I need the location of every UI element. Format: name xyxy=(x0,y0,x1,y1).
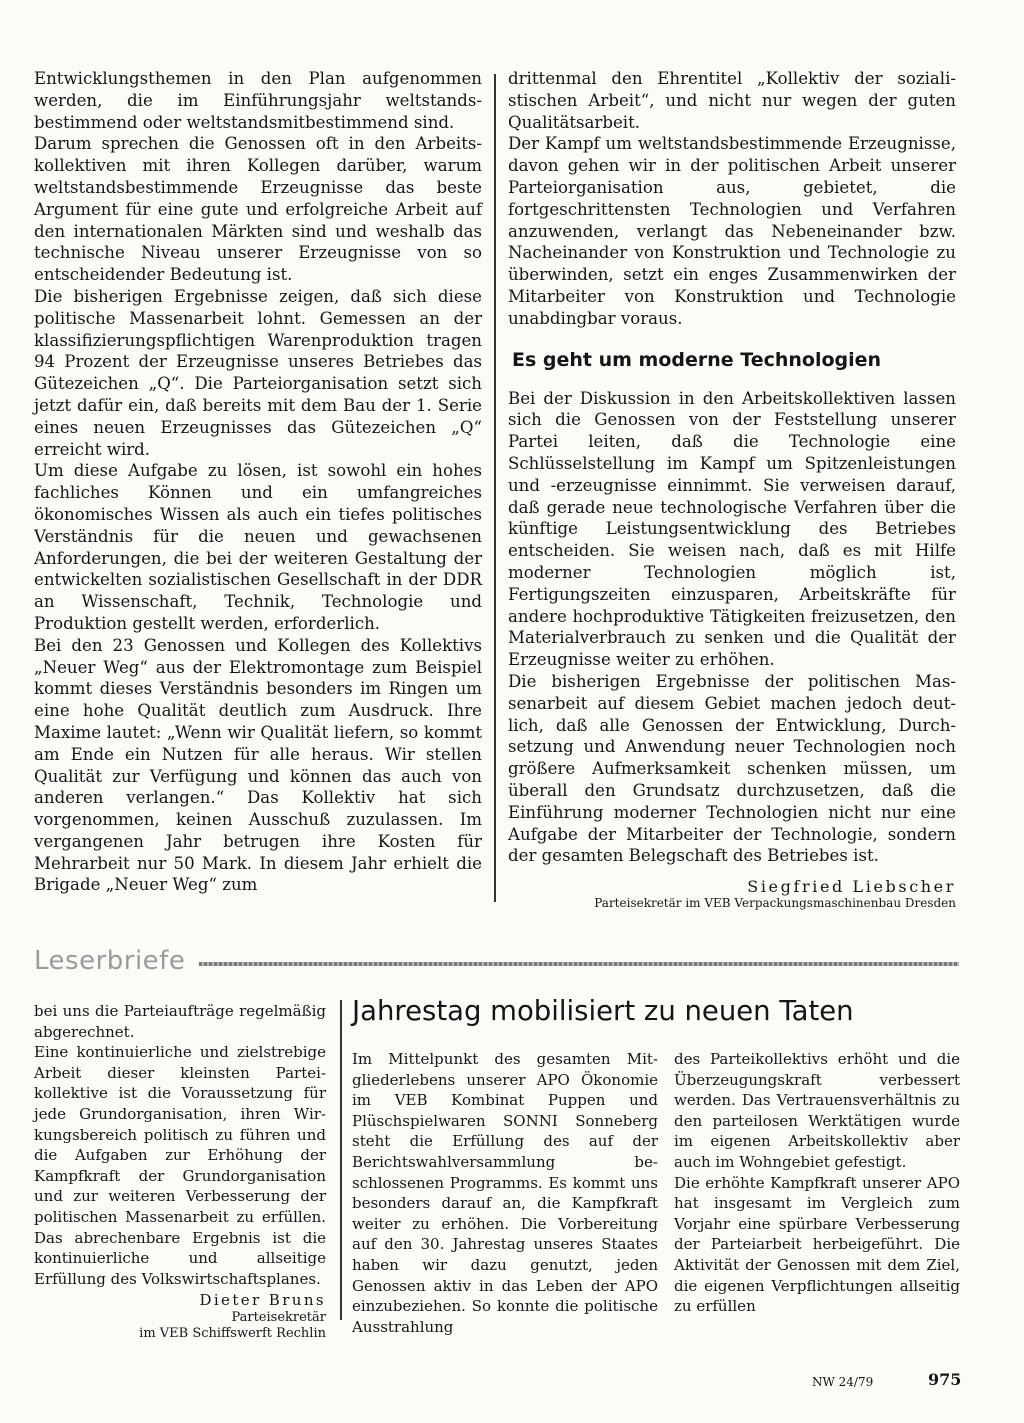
paragraph: Im Mittelpunkt des gesamten Mitgliederlebens unserer APO Ökonomie im VEB Kombinat Puppen und Plüschspielwaren SONNI Sonneberg steht die Erfüllung des auf der Berichtswahlversammlung beschlossenen Programms. Es kommt uns besonders darauf an, die Kampfkraft weiter zu erhöhen. Die Vorbereitung auf den 30. Jahrestag unseres Staates haben wir dazu genutzt, jeden Genossen aktiv in das Leben der APO einzubeziehen. So konnte die politische Ausstrahlung xyxy=(352,1050,658,1336)
author-name: Dieter Bruns xyxy=(199,1291,326,1310)
paragraph: bei uns die Parteiaufträge regelmäßig abgerechnet. xyxy=(34,1002,326,1041)
author-name: Siegfried Liebscher xyxy=(747,877,956,897)
paragraph: Bei der Diskussion in den Arbeitskollektiven lassen sich die Genossen von der Feststellung unserer Partei leiten, daß die Technologie eine Schlüsselstellung im Kampf um Spitzenleistungen und -erzeugnisse einnimmt. Sie verweisen darauf, daß gerade neue technologische Verfahren über die künftige Leistungsentwicklung des Betriebes entscheiden. Sie weisen nach, daß es mit Hilfe moderner Technologien möglich ist, Fertigungszeiten einzusparen, Arbeitskräfte für andere hochproduktive Tätigkeiten freizusetzen, den Materialverbrauch zu senken und die Qualität der Erzeugnisse weiter zu erhöhen. xyxy=(508,388,956,670)
paragraph: Die erhöhte Kampfkraft unserer APO hat insgesamt im Vergleich zum Vorjahr eine spürbare Verbesserung der Parteiarbeit herbeigeführt. Die Aktivität der Genossen mit dem Ziel, die eigenen Verpflichtungen allseitig zu erfüllen xyxy=(674,1173,960,1316)
section-label: Leserbriefe xyxy=(34,946,186,976)
article-title: Jahrestag mobilisiert zu neuen Taten xyxy=(352,995,854,1027)
subheading: Es geht um moderne Technologien xyxy=(512,348,882,371)
paragraph: Um diese Aufgabe zu lösen, ist sowohl ein hohes fachliches Können und ein umfangreiches ökonomisches Wissen als auch ein tiefes politisches Verständnis für die neuen und gewachsenen Anforderungen, die bei der weiteren Gestaltung der entwickelten sozialistischen Gesellschaft in der DDR an Wissenschaft, Technik, Technologie und Produktion gestellt werden, erforderlich. xyxy=(34,461,482,633)
paragraph: drittenmal den Ehrentitel „Kollektiv der sozialistischen Arbeit“, und nicht nur wegen der guten Qualitätsarbeit. xyxy=(508,69,956,132)
paragraph: Der Kampf um weltstandsbestimmende Erzeugnisse, davon gehen wir in der politischen Arbeit unserer Parteiorganisation aus, gebietet, die fortgeschrittensten Technologien und Verfahren anzuwenden, verlangt das Nebeneinander bzw. Nacheinander von Konstruktion und Technologie zu überwinden, setzt ein enges Zusammenwirken der Mitarbeiter von Konstruktion und Technologie unabdingbar voraus. xyxy=(508,134,956,328)
paragraph: des Parteikollektivs erhöht und die Überzeugungskraft verbessert werden. Das Vertrauensverhältnis zu den parteilosen Werktätigen wurde im eigenen Arbeitskollektiv aber auch im Wohngebiet gefestigt. xyxy=(674,1050,960,1171)
letter-column xyxy=(34,1001,326,1342)
paragraph: Die bisherigen Ergebnisse zeigen, daß sich diese politische Massenarbeit lohnt. Gemessen an der klassifizierungspflichtigen Warenproduktion tragen 94 Prozent der Erzeugnisse unseres Betriebes das Gütezeichen „Q“. Die Parteiorganisation setzt sich jetzt dafür ein, daß bereits mit dem Bau der 1. Serie eines neuen Erzeugnisses das Gütezeichen „Q“ erreicht wird. xyxy=(34,286,482,459)
paragraph: Entwicklungsthemen in den Plan aufgenommen werden, die im Einführungsjahr weltstandsbestimmend oder weltstandsmitbestimmend sind. xyxy=(34,69,482,132)
top-right-column xyxy=(508,68,956,911)
paragraph: Eine kontinuierliche und zielstrebige Arbeit dieser kleinsten Parteikollektive ist die Voraussetzung für jede Grundorganisation, ihren Wirkungsbereich politisch zu führen und die Aufgaben zur Erhöhung der Kampfkraft der Grundorganisation und zur weiteren Verbesserung der politischen Massenarbeit zu erfüllen. Das abrechenbare Ergebnis ist die kontinuierliche und allseitige Erfüllung des Volkswirtschaftsplanes. xyxy=(34,1043,326,1288)
author-affiliation: Parteisekretär xyxy=(231,1310,326,1326)
top-left-column xyxy=(34,68,482,896)
paragraph: Die bisherigen Ergebnisse der politischen Massenarbeit auf diesem Gebiet machen jedoch deutlich, daß alle Genossen der Entwicklung, Durchsetzung und Anwendung neuer Technologien noch größere Aufmerksamkeit schenken müssen, um überall den Grundsatz durchzusetzen, daß die Einführung moderner Technologien nicht nur eine Aufgabe der Mitarbeiter der Technologie, sondern der gesamten Belegschaft des Betriebes ist. xyxy=(508,671,956,866)
page-number: 975 xyxy=(928,1370,962,1389)
author-affiliation: Parteisekretär im VEB Verpackungsmaschinenbau Dresden xyxy=(594,896,956,911)
author-affiliation: im VEB Schiffswerft Rechlin xyxy=(139,1326,326,1342)
article-column-right xyxy=(674,1049,960,1317)
section-rule xyxy=(199,962,959,966)
issue-reference: NW 24/79 xyxy=(812,1375,874,1389)
column-divider xyxy=(340,1000,342,1320)
column-divider xyxy=(494,74,496,902)
paragraph: Bei den 23 Genossen und Kollegen des Kollektivs „Neuer Weg“ aus der Elektromontage zum Beispiel kommt dieses Verständnis besonders im Ringen um eine hohe Qualität deutlich zum Ausdruck. Ihre Maxime lautet: „Wenn wir Qualität liefern, so kommt am Ende ein Nutzen für alle heraus. Wir stellen Qualität zur Verfügung und können das auch von anderen verlangen.“ Das Kollektiv hat sich vorgenommen, keinen Ausschuß zuzulassen. Im vergangenen Jahr betrugen ihre Kosten für Mehrarbeit nur 50 Mark. In diesem Jahr erhielt die Brigade „Neuer Weg“ zum xyxy=(34,635,482,895)
paragraph: Darum sprechen die Genossen oft in den Arbeitskollektiven mit ihren Kollegen darüber, warum weltstandsbestimmende Erzeugnisse das beste Argument für eine gute und erfolgreiche Arbeit auf den internationalen Märkten sind und weshalb das technische Niveau unserer Erzeugnisse von so entscheidender Bedeutung ist. xyxy=(34,134,482,285)
section-header xyxy=(34,944,959,978)
article-column-left xyxy=(352,1049,658,1337)
